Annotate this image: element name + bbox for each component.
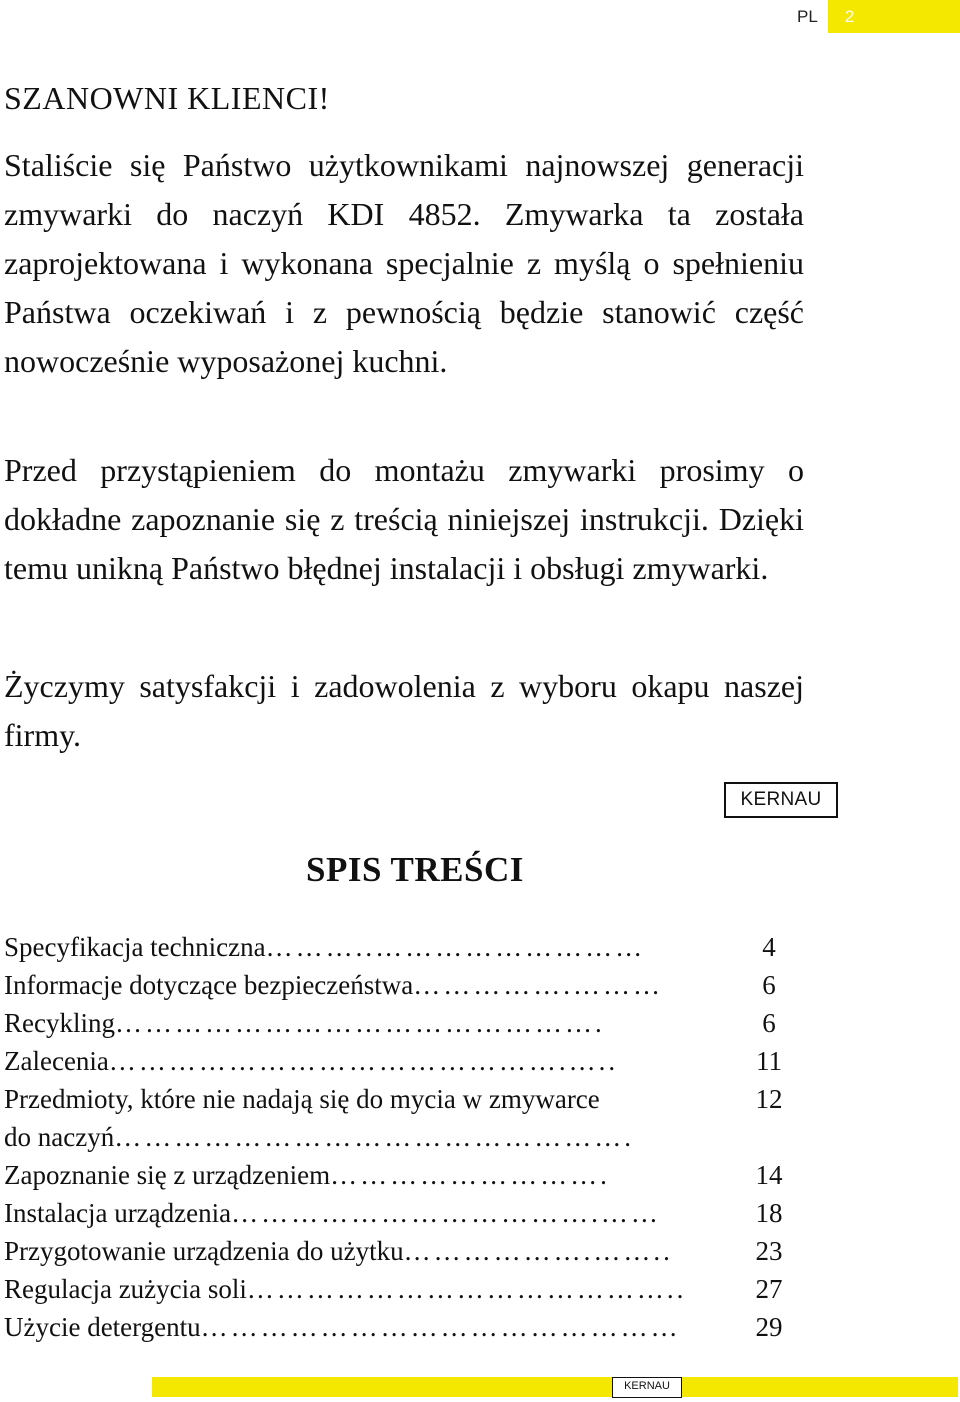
- toc-entry-label: Przygotowanie urządzenia do użytku: [4, 1236, 404, 1266]
- toc-entry-page: 29: [755, 1312, 783, 1342]
- toc-row: [4, 1194, 804, 1232]
- toc-leader-dots: …………………………………………….: [114, 1122, 634, 1152]
- toc-entry-label: Regulacja zużycia soli: [4, 1274, 247, 1304]
- toc-row: [4, 1308, 804, 1346]
- language-label: PL: [797, 7, 818, 26]
- toc-entry-label: Zalecenia: [4, 1046, 109, 1076]
- kernau-logo: KERNAU: [724, 782, 838, 818]
- toc-entry-page: 6: [762, 1008, 776, 1038]
- toc-leader-dots: ……………………………………….…..: [108, 1046, 619, 1076]
- toc-leader-dots: ……………………………….……: [231, 1198, 661, 1228]
- toc-row: [4, 928, 804, 966]
- toc-leader-dots: …………………………………………: [200, 1312, 681, 1342]
- toc-entry-label: Informacje dotyczące bezpieczeństwa: [4, 970, 414, 1000]
- toc-entry-page: 18: [755, 1198, 783, 1228]
- toc-entry-label: Zapoznanie się z urządzeniem: [4, 1160, 331, 1190]
- toc-entry-page: 4: [762, 932, 776, 962]
- toc-row: [4, 1118, 804, 1156]
- toc-entry-page: 12: [755, 1084, 783, 1114]
- toc-leader-dots: ……………………………………..: [246, 1274, 687, 1304]
- toc-title: SPIS TREŚCI: [306, 850, 524, 889]
- toc-entry-label: Użycie detergentu: [4, 1312, 201, 1342]
- table-of-contents: [4, 928, 804, 1346]
- toc-row: [4, 1004, 804, 1042]
- toc-entry-page: 11: [756, 1046, 782, 1076]
- toc-entry-page: 23: [755, 1236, 783, 1266]
- footer-kernau-logo: KERNAU: [612, 1377, 682, 1398]
- toc-leader-dots: ……………….……..: [403, 1236, 673, 1266]
- toc-row: [4, 1270, 804, 1308]
- page-number-badge: 2: [828, 0, 960, 33]
- toc-leader-dots: ………..………………………: [265, 932, 646, 962]
- toc-entry-label: do naczyń: [4, 1122, 115, 1152]
- toc-entry-label: Specyfikacja techniczna: [4, 932, 266, 962]
- intro-paragraph-2: Przed przystąpieniem do montażu zmywarki prosimy o dokładne zapoznanie się z treścią niniejszej instrukcji. Dzięki temu unikną Państwo błędnej instalacji i obsługi zmywarki.: [4, 452, 804, 586]
- toc-entry-label: Przedmioty, które nie nadają się do mycia w zmywarce: [4, 1084, 600, 1114]
- toc-entry-page: 27: [755, 1274, 783, 1304]
- toc-entry-label: Instalacja urządzenia: [4, 1198, 232, 1228]
- toc-row: [4, 1042, 804, 1080]
- toc-row: [4, 1156, 804, 1194]
- toc-leader-dots: ………………………………………….: [114, 1008, 605, 1038]
- footer-accent-bar: [152, 1377, 958, 1397]
- toc-leader-dots: …………….………: [413, 970, 663, 1000]
- page-title: SZANOWNI KLIENCI!: [4, 80, 330, 116]
- toc-row: [4, 1080, 804, 1118]
- toc-entry-label: Recykling: [4, 1008, 115, 1038]
- intro-paragraph-1: Staliście się Państwo użytkownikami najnowszej generacji zmywarki do naczyń KDI 4852. Zmywarka ta została zaprojektowana i wykonana specjalnie z myślą o spełnieniu Państwa oczekiwań i z pewnością będzie stanowić część nowocześnie wyposażonej kuchni.: [4, 147, 804, 379]
- toc-entry-page: 14: [755, 1160, 783, 1190]
- toc-row: [4, 966, 804, 1004]
- toc-entry-page: 6: [762, 970, 776, 1000]
- toc-leader-dots: ……………………….: [330, 1160, 610, 1190]
- toc-row: [4, 1232, 804, 1270]
- intro-paragraph-3: Życzymy satysfakcji i zadowolenia z wyboru okapu naszej firmy.: [4, 668, 804, 753]
